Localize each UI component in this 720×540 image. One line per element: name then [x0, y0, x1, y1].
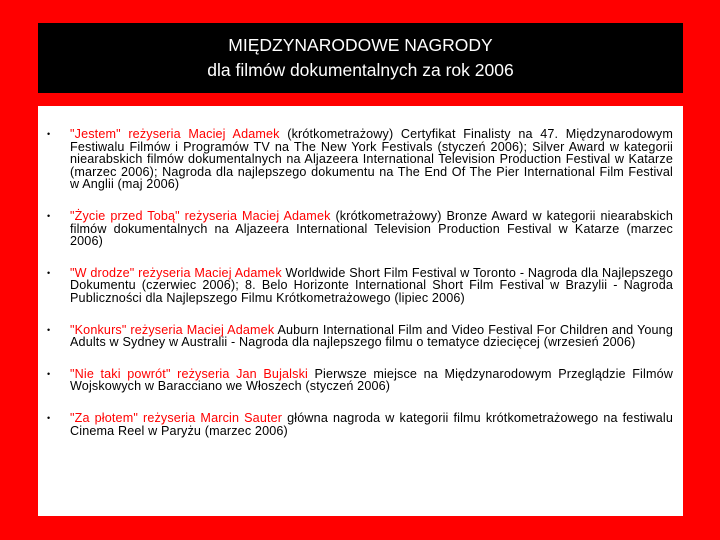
title-line-2: dla filmów dokumentalnych za rok 2006 — [207, 60, 514, 80]
award-description: główna nagroda w kategorii filmu krótkometrażowego na festiwalu Cinema Reel w Paryżu (marzec 2006) — [70, 410, 673, 438]
award-film-title: "Życie przed Tobą" reżyseria Maciej Adamek — [70, 208, 331, 223]
award-item-jestem — [38, 128, 673, 191]
award-description: (krótkometrażowy) Certyfikat Finalisty na 47. Międzynarodowym Festiwalu Filmów i Programów TV na The New York Festivals (styczeń 2006); Silver Award w kategorii niearabskich filmów dokumentalnych na Aljazeera International Television Production Festival w Katarze (marzec 2006); Nagroda dla najlepszego dokumentu na The End Of The Pier International Film Festival w Anglii (maj 2006) — [70, 127, 673, 192]
awards-list — [38, 128, 673, 437]
title-line-1: MIĘDZYNARODOWE NAGRODY — [228, 35, 493, 55]
award-description: Worldwide Short Film Festival w Toronto - Nagroda dla Najlepszego Dokumentu (czerwiec 2006); 8. Belo Horizonte International Short Film Festival w Brazylii - Nagroda Publiczności dla Najlepszego Filmu Krótkometrażowego (lipiec 2006) — [70, 265, 673, 305]
award-description: Auburn International Film and Video Festival For Children and Young Adults w Sydney w Australii - Nagroda dla najlepszego filmu o tematyce dziecięcej (wrzesień 2006) — [70, 322, 673, 350]
title-box — [38, 23, 683, 93]
award-film-title: "Za płotem" reżyseria Marcin Sauter — [70, 410, 283, 425]
award-description: Pierwsze miejsce na Międzynarodowym Przeglądzie Filmów Wojskowych w Baracciano we Włoszech (styczeń 2006) — [70, 366, 673, 394]
bullet-icon: • — [47, 210, 51, 221]
award-item-zycie-przed-toba — [38, 210, 673, 248]
bullet-icon: • — [47, 129, 51, 139]
award-item-w-drodze — [38, 267, 673, 305]
award-item-nie-taki-powrot — [38, 368, 673, 393]
award-film-title: "W drodze" reżyseria Maciej Adamek — [70, 265, 282, 280]
award-item-konkurs — [38, 324, 673, 349]
award-film-title: "Jestem" reżyseria Maciej Adamek — [70, 127, 280, 141]
bullet-icon: • — [47, 324, 51, 335]
bullet-icon: • — [47, 267, 51, 278]
award-description: (krótkometrażowy) Bronze Award w kategorii niearabskich filmów dokumentalnych na Aljazeera International Television Production Festival w Katarze (marzec 2006) — [70, 208, 673, 249]
award-film-title: "Konkurs" reżyseria Maciej Adamek — [70, 322, 275, 337]
award-film-title: "Nie taki powrót" reżyseria Jan Bujalski — [70, 366, 308, 381]
award-item-za-plotem — [38, 412, 673, 437]
bullet-icon: • — [47, 412, 51, 423]
content-panel — [38, 106, 683, 516]
bullet-icon: • — [47, 368, 51, 379]
